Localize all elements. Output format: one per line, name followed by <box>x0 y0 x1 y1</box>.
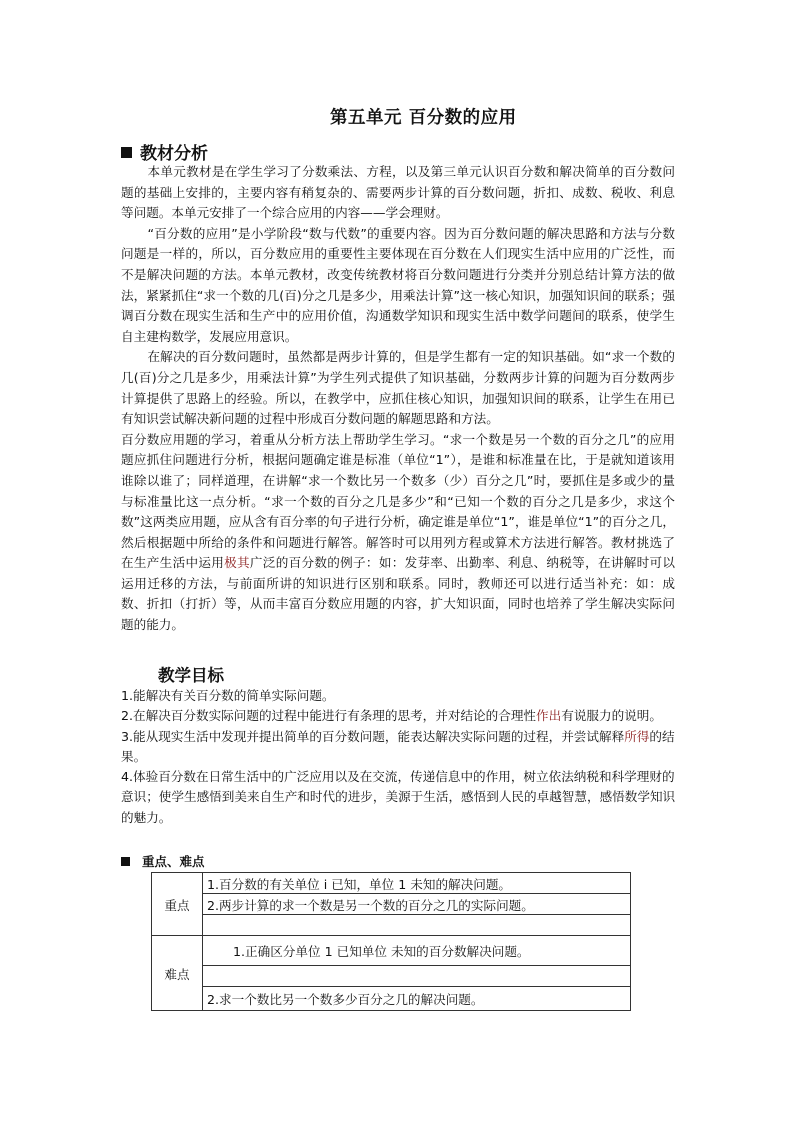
goal-item-2-part1: 2.在解决百分数实际问题的过程中能进行有条理的思考，并对结论的合理性 <box>121 708 537 724</box>
analysis-paragraph-1: 本单元教材是在学生学习了分数乘法、方程，以及第三单元认识百分数和解决简单的百分数问题的基础上安排的，主要内容有稍复杂的、需要两步计算的百分数问题，折扣、成数、税收、利息等问题。本单元安排了一个综合应用的内容——学会理财。 <box>121 164 675 221</box>
table-row <box>152 987 631 1011</box>
table-row <box>152 894 631 915</box>
analysis-paragraph-2: “百分数的应用”是小学阶段“数与代数”的重要内容。因为百分数问题的解决思路和方法与分数问题是一样的，所以，百分数应用的重要性主要体现在百分数在人们现实生活中应用的广泛性，而不是解决问题的方法。本单元教材，改变传统教材将百分数问题进行分类并分别总结计算方法的做法，紧紧抓住“求一个数的几(百)分之几是多少，用乘法计算”这一核心知识，加强知识间的联系；强调百分数在现实生活和生产中的应用价值，沟通数学知识和现实生活中数学问题间的联系，使学生自主建构数学，发展应用意识。 <box>121 225 675 344</box>
highlighted-text: 所得 <box>624 728 650 744</box>
square-bullet-icon <box>121 147 132 158</box>
goal-item-2-part2: 有说服力的说明。 <box>561 708 662 724</box>
page-title: 第五单元 百分数的应用 <box>330 108 517 128</box>
highlighted-text: 作出 <box>536 708 562 724</box>
section-heading-text: 重点、难点 <box>142 854 205 869</box>
table-cell <box>203 965 631 987</box>
goals-list <box>121 686 677 828</box>
table-cell: 1.正确区分单位 1 已知单位 未知的百分数解决问题。 <box>203 936 631 966</box>
key-label-cell: 重点 <box>152 873 203 936</box>
goal-item-3 <box>121 727 677 768</box>
analysis-body <box>121 162 675 636</box>
section-heading-analysis <box>121 139 208 164</box>
section-heading-text: 教材分析 <box>140 144 208 164</box>
table-row <box>152 873 631 894</box>
table-cell: 2.两步计算的求一个数是另一个数的百分之几的实际问题。 <box>203 894 631 915</box>
analysis-paragraph-4 <box>121 430 675 636</box>
analysis-paragraph-3: 在解决的百分数问题时，虽然都是两步计算的，但是学生都有一定的知识基础。如“求一个数的几(百)分之几是多少，用乘法计算”为学生列式提供了知识基础，分数两步计算的问题为百分数两步计算提供了思路上的经验。所以，在教学中，应抓住核心知识，加强知识间的联系，让学生在用已有知识尝试解决新问题的过程中形成百分数问题的解题思路和方法。 <box>121 349 675 427</box>
goal-item-4: 4.体验百分数在日常生活中的广泛应用以及在交流，传递信息中的作用，树立依法纳税和科学理财的意识；使学生感悟到美来自生产和时代的进步，美源于生活，感悟到人民的卓越智慧，感悟数学知识的魅力。 <box>121 769 676 825</box>
analysis-paragraph-4-part1: 百分数应用题的学习，着重从分析方法上帮助学生学习。“求一个数是另一个数的百分之几”的应用题应抓住问题进行分析，根据问题确定谁是标准（单位“1”），是谁和标准量在比，于是就知道该用谁除以谁了；同样道理，在讲解“求一个数比另一个数多（少）百分之几”时，要抓住是多或少的量与标准量比这一点分析。“求一个数的百分之几是多少”和“已知一个数的百分之几是多少，求这个数”这两类应用题，应从含有百分率的句子进行分析，确定谁是单位“1”，谁是单位“1”的百分之几，然后根据题中所给的条件和问题进行解答。解答时可以用列方程或算术方法进行解答。教材挑选了在生产生活中运用 <box>121 431 675 571</box>
table-row <box>152 915 631 936</box>
table-cell: 1.百分数的有关单位 i 已知，单位 1 未知的解决问题。 <box>203 873 631 894</box>
analysis-paragraph-4-part2: 广泛的百分数的例子：如：发芽率、出勤率、利息、纳税等，在讲解时可以运用迁移的方法，与前面所讲的知识进行区别和联系。同时，教师还可以进行适当补充：如：成数、折扣（打折）等，从而丰富百分数应用题的内容，扩大知识面，同时也培养了学生解决实际问题的能力。 <box>121 555 675 633</box>
goal-item-1: 1.能解决有关百分数的简单实际问题。 <box>121 688 335 703</box>
square-bullet-icon <box>121 857 130 866</box>
key-points-table <box>151 872 631 1011</box>
section-heading-key-points <box>121 852 205 870</box>
difficult-label-cell: 难点 <box>152 936 203 1011</box>
highlighted-text: 极其 <box>224 555 250 571</box>
table-cell <box>203 915 631 936</box>
table-cell: 2.求一个数比另一个数多少百分之几的解决问题。 <box>203 987 631 1011</box>
goal-item-2 <box>121 706 677 726</box>
section-heading-goals: 教学目标 <box>158 666 224 685</box>
goal-item-3-part2: 的结果。 <box>121 728 675 764</box>
table-row <box>152 936 631 966</box>
table-row <box>152 965 631 987</box>
goal-item-3-part1: 3.能从现实生活中发现并提出简单的百分数问题，能表达解决实际问题的过程，并尝试解释 <box>121 728 625 744</box>
